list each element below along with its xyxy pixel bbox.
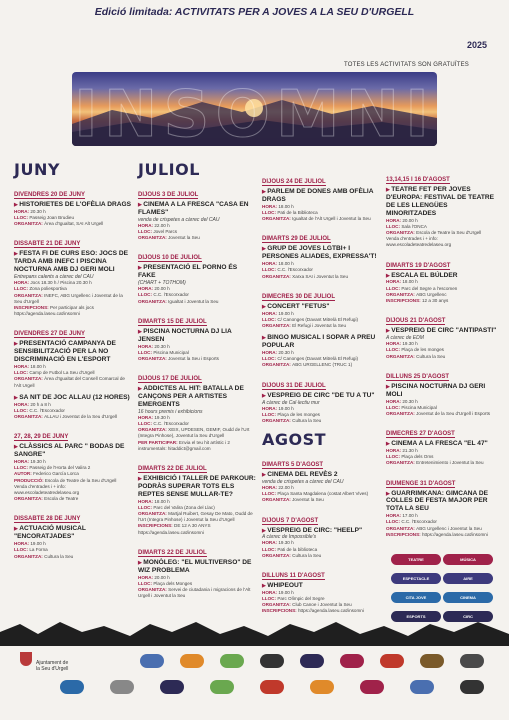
event-item: [14, 425, 132, 502]
event-info: LLOC: Plaça Santa Magdalena (costat Albert Vives): [262, 491, 369, 497]
event-info: INSCRIPCIONS: https://agenda.laseu.cat/insomni: [386, 531, 488, 537]
event-item: [14, 322, 132, 388]
event-item: [386, 472, 498, 538]
event-item: [386, 254, 498, 305]
sponsor-logo: [360, 680, 384, 694]
sponsor-logo: [140, 654, 164, 668]
event-info: LLOC: La Forna: [14, 547, 48, 553]
event-info: LLOC: C/ Canonges (Davant Mitrelà El Refugi): [262, 316, 358, 322]
event-subtitle: venda de crispetes a càrrec del CAU: [262, 478, 344, 485]
column-juliol: [138, 160, 256, 604]
event-info: LLOC: Pati de la Biblioteca: [262, 210, 318, 215]
event-info: HORA: 19.30 h: [14, 459, 46, 465]
footer-logos: [0, 648, 509, 720]
event-info: ORGANITZA: Entretenimiento i Joventut la Seu: [386, 460, 484, 466]
event-info: PER PARTICIPAR: Envia el teu hit artístic i 2 instrumentals: hitaddict@gmail.com: [138, 439, 230, 451]
event-info: LLOC: C.C. l'Escorxador: [386, 519, 437, 525]
event-title: ▶ ADDICTES AL HIT: BATALLA DE CANÇONS PER A ARTISTES EMERGENTS: [138, 385, 256, 409]
event-info: ORGANITZA: Àrea d'Igualtat del Consell Comarcal de l'Alt Urgell: [14, 376, 125, 388]
event-info: ORGANITZA: Escola de Teatre la Seu d'Urgell: [386, 230, 482, 235]
event-title: ▶ CINEMA A LA FRESCA "CASA EN FLAMES": [138, 201, 256, 217]
event-info: HORA: 22.00 h: [262, 484, 294, 490]
sponsor-logo: [110, 680, 134, 694]
event-info: ORGANITZA: Cultura la Seu: [386, 353, 446, 359]
event-item: [262, 334, 380, 368]
event-info: LLOC: Parc Olímpic del Segre: [262, 596, 325, 602]
sponsor-logo: [160, 680, 184, 694]
event-info: LLOC: Sala l'ONCA: [386, 223, 427, 229]
sponsor-logo: [310, 680, 334, 694]
event-title: ▶ WHIPEOUT: [262, 582, 380, 590]
event-info: INSCRIPCIONS: DE 12 A 30 ANYS: [138, 523, 211, 529]
event-info: LLOC: Passeig de l'Horta del Valira 2: [14, 465, 91, 471]
event-item: [262, 227, 380, 279]
event-subtitle: A càrrec de EDM: [386, 335, 424, 342]
event-date: DISSABTE 21 DE JUNY: [14, 241, 81, 248]
event-info: ORGANITZA: El Refugi i Joventut la Seu: [262, 323, 347, 329]
event-item: [386, 309, 498, 359]
event-date: DIVENDRES 20 DE JUNY: [14, 192, 86, 198]
legend-badge: CINEMA: [443, 592, 493, 603]
event-info: HORA: 21.30 h: [386, 447, 418, 453]
event-info: LLOC: C.C. l'Escorxador: [14, 407, 65, 413]
event-info: ORGANITZA: INEFC, ABG Urgellenc i Joventut de la Seu d'Urgell: [14, 292, 123, 304]
legend-badge: TEATRE: [391, 554, 441, 565]
event-date: DIJOUS 3 DE JULIOL: [138, 192, 199, 198]
free-note: TOTES LES ACTIVITATS SON GRATUÏTES: [343, 62, 469, 68]
header-title: Edició limitada: ACTIVITATS PER A JOVES A LA SEU D'URGELL: [94, 6, 415, 18]
column-agost: [386, 168, 498, 543]
event-title: ▶ ACTUACIÓ MUSICAL "ENCORATJADES": [14, 525, 132, 541]
event-info: INSCRIPCIONS: Per participar als jocs: [14, 304, 94, 310]
event-subtitle: (CHART + TOTHOM): [138, 280, 186, 287]
event-title: ▶ PRESENTACIÓ EL PORNO ÉS FAKE: [138, 264, 256, 280]
event-title: ▶ PRESENTACIÓ CAMPANYA DE SENSIBILITZACIÓ PER LA NO DISCRIMINACIÓ EN L'ESPORT: [14, 340, 132, 364]
legend-badge: ESPECTACLE: [391, 573, 441, 584]
event-info: HORA: 19.30 h: [262, 540, 294, 546]
event-info: HORA: 18.00 h: [386, 279, 418, 285]
event-item: [138, 183, 256, 241]
event-title: ▶ VESPREIG DE CIRC "ANTIPASTI": [386, 327, 498, 335]
event-info: LLOC: Pati de la biblioteca: [262, 546, 318, 552]
event-info: ORGANITZA: Cultura la Seu: [262, 417, 322, 423]
event-info: ORGANITZA: Joventut la Seu: [262, 497, 324, 503]
mountain-silhouette: [0, 618, 509, 646]
month-heading: AGOST: [262, 430, 327, 450]
sponsor-logo: [340, 654, 364, 668]
event-info: ORGANITZA: Xarxa SAI i Joventut la Seu: [262, 273, 349, 279]
event-info: LLOC: Piscina Municipal: [386, 404, 437, 410]
event-info: LLOC: C.C. l'Escorxador: [138, 292, 189, 298]
event-info: HORA: 19.00 h: [262, 310, 294, 316]
event-item: [386, 365, 498, 417]
event-info: ORGANITZA: Servei de ciutadania i migracions de l'Alt Urgell i Joventut la Seu: [138, 587, 251, 599]
event-info: HORA: 20.00 h: [386, 217, 418, 223]
event-title: ▶ CINEMA A LA FRESCA "EL 47": [386, 440, 498, 448]
event-info: ORGANITZA: ABG Urgellenc i Joventut la Seu: [386, 525, 482, 531]
sponsor-logo: [460, 654, 484, 668]
event-date: DIJOUS 7 D'AGOST: [262, 517, 319, 524]
event-info: LLOC: Camp de Futbol La Seu d'Urgell: [14, 370, 95, 376]
event-title: ▶ PARLEM DE DONES AMB OFÈLIA DRAGS: [262, 188, 380, 204]
event-info: ORGANITZA: XEIX, UPDESEN, GEMIF, Oudd de l'Urt (Integra Pinhose), Joventut la Seu d'Urgell: [138, 427, 250, 439]
event-info: ORGANITZA: Joventut de la Seu d'Urgell i Esports: [386, 410, 491, 416]
event-title: ▶ FESTA FI DE CURS ESO: JOCS DE TARDA AMB INEFC I PISCINA NOCTURNA AMB DJ GERI MOLI: [14, 250, 132, 274]
event-title: ▶ BINGO MUSICAL I SOPAR A PREU POPULAR: [262, 334, 380, 350]
event-info: ORGANITZA: Joventut la Seu i Esports: [138, 355, 219, 361]
event-title: ▶ GUARRIMKANA: GIMCANA DE COLLES DE FESTA MAJOR PER TOTA LA SEU: [386, 490, 498, 514]
event-date: DIVENDRES 27 DE JUNY: [14, 331, 86, 338]
sponsor-logo: [260, 654, 284, 668]
event-date: DIJOUS 21 D'AGOST: [386, 318, 446, 325]
event-item: [14, 394, 132, 420]
event-info: ORGANITZA: Igualtat i Joventut la Seu: [138, 298, 219, 304]
event-item: [138, 310, 256, 362]
legend-badge: AIRE: [443, 573, 493, 584]
event-item: [262, 170, 380, 222]
event-info: HORA: 20.00 h: [138, 286, 170, 292]
column-juliol-agost: [262, 170, 380, 620]
event-info: Venda d'entrades i + info: www.escoladeteatredelaseu.org: [14, 483, 80, 495]
event-info: HORA: Jocs 18.30 h / Piscina 20.30 h: [14, 280, 92, 286]
event-info: PRODUCCIÓ: Escola de Teatre de la Seu d'Urgell: [14, 477, 117, 483]
event-item: [386, 422, 498, 466]
event-info: LLOC: Plaça de les monges: [386, 347, 444, 353]
event-info: HORA: 20.30 h: [262, 350, 294, 356]
event-info: AUTOR: Federico García Lorca: [14, 471, 79, 477]
event-date: 27, 28, 29 DE JUNY: [14, 434, 69, 441]
event-title: ▶ VESPREIG DE CIRC "DE TU A TU": [262, 392, 380, 400]
sponsor-logo: [410, 680, 434, 694]
event-date: 13,14,15 I 16 D'AGOST: [386, 177, 450, 183]
event-date: DIMARTS 29 DE JULIOL: [262, 236, 331, 243]
event-title: ▶ CLÀSSICS AL PARC " BODAS DE SANGRE": [14, 443, 132, 459]
event-item: [138, 541, 256, 600]
event-date: DIJOUS 10 DE JULIOL: [138, 255, 202, 262]
event-info: https://agenda.laseu.cat/insomni: [14, 311, 80, 317]
event-info: LLOC: Parc del Segre a l'escomen: [386, 285, 458, 291]
event-item: [14, 232, 132, 317]
sponsor-logo: [260, 680, 284, 694]
event-item: [138, 457, 256, 536]
event-item: [138, 367, 256, 452]
event-info: Venda d'entrades i + info: www.escoladeteatredelaseu.org: [386, 236, 452, 248]
event-title: ▶ PISCINA NOCTURNA DJ LIA JENSEN: [138, 328, 256, 344]
event-info: ORGANITZA: ABG URGELLENC (TRUC 1): [262, 362, 353, 368]
event-subtitle: A càrrec de Impossible's: [262, 534, 317, 541]
sponsor-logo: [460, 680, 484, 694]
legend-badge: CIRC: [443, 611, 493, 622]
event-info: LLOC: C.C. l'Escorxador: [138, 421, 189, 427]
event-info: LLOC: Parc del Valira (Zona del Llac): [138, 504, 215, 510]
event-title: ▶ PISCINA NOCTURNA DJ GERI MOLI: [386, 383, 498, 399]
event-info: HORA: 19.00 h: [262, 589, 294, 595]
event-date: DIMARTS 19 D'AGOST: [386, 262, 451, 269]
sponsor-logo: [220, 654, 244, 668]
month-heading: JUNY: [14, 160, 60, 179]
event-title: ▶ TEATRE FET PER JOVES D'EUROPA: FESTIVAL DE TEATRE DE LES LLENGÜES MINORITZADES: [386, 186, 498, 218]
event-info: ORGANITZA: Martjal Ruibert, Gesay De Mato, Oudd de l'Urt (Integra Pinhose) i Joventut la Seu d'Urgell: [138, 511, 253, 523]
header-year: 2025: [466, 40, 487, 50]
event-info: HORA: 20.00 h: [138, 574, 170, 580]
month-heading: JULIOL: [138, 160, 200, 179]
event-date: DIMECRES 27 D'AGOST: [386, 431, 455, 438]
event-info: ORGANITZA: Àrea d'Igualtat, SAI Alt Urgell: [14, 221, 104, 227]
event-info: INSCRIPCIONS: 12 a 30 anys: [386, 298, 449, 304]
event-title: ▶ CINEMA DEL REVÈS 2: [262, 471, 380, 479]
event-title: ▶ GRUP DE JOVES LGTBI+ I PERSONES ALIADES, EXPRESSA'T!: [262, 245, 380, 261]
event-info: LLOC: Plaça de les monges: [262, 411, 320, 417]
activity-legend: [390, 548, 500, 624]
event-info: LLOC: C.C. l'Escorxador: [262, 267, 313, 273]
event-title: ▶ SA NIT DE JOC ALLAU (12 HORES): [14, 394, 132, 402]
column-juny: [14, 160, 132, 565]
event-title: ▶ VESPREIG DE CIRC: "HEELP": [262, 527, 380, 535]
event-item: [386, 168, 498, 249]
event-info: HORA: 19.00 h: [262, 405, 294, 411]
event-date: DIUMENGE 31 D'AGOST: [386, 480, 456, 487]
legend-badge: CITA JOVE: [391, 592, 441, 603]
event-info: ORGANITZA: Cultura la Seu: [262, 552, 322, 558]
sponsor-logo: [60, 680, 84, 694]
event-info: LLOC: C/ Canonges (Davant Mitrelà El Refugi): [262, 356, 358, 362]
sponsor-logo: [300, 654, 324, 668]
event-info: LLOC: Passeig Joan Brudieu: [14, 215, 75, 221]
event-info: HORA: 22.00 h: [138, 222, 170, 228]
event-title: ▶ CONCERT "FETUS": [262, 303, 380, 311]
event-date: DIJOUS 17 DE JULIOL: [138, 376, 202, 383]
event-item: [262, 374, 380, 424]
event-info: HORA: 20.30 h: [14, 208, 46, 214]
event-title: ▶ MONÒLEG: "EL MULTIVERSO" DE WIZ PROBLEMA: [138, 559, 256, 575]
event-item: [262, 453, 380, 503]
sponsor-logo: [180, 654, 204, 668]
legend-badge: ESPORTS: [391, 611, 441, 622]
event-info: LLOC: Plaça dels Oms: [386, 454, 434, 460]
event-info: HORA: 20.30 h: [138, 343, 170, 349]
event-info: ORGANITZA: Club Canoe i Joventut la Seu: [262, 602, 352, 608]
event-item: [262, 564, 380, 615]
event-info: HORA: 18.00 h: [262, 261, 294, 267]
event-info: https://agenda.laseu.cat/insomni: [138, 529, 204, 535]
event-date: DIMECRES 30 DE JULIOL: [262, 293, 336, 300]
event-info: HORA: 20 h a 8 h: [14, 401, 51, 407]
event-info: LLOC: Plaça dels Monges: [138, 580, 193, 586]
event-subtitle: Entrepans calents a càrrec del CAU: [14, 274, 94, 281]
event-info: ORGANITZA: Joventut la Seu: [138, 235, 200, 241]
event-info: HORA: 20.30 h: [386, 398, 418, 404]
event-date: DILLUNS 11 D'AGOST: [262, 573, 325, 579]
event-info: HORA: 19.30 h: [138, 414, 170, 420]
event-subtitle: 16 hours premis i exhibicions: [138, 408, 203, 415]
event-date: DISSABTE 28 DE JUNY: [14, 516, 81, 523]
event-info: LLOC: Jovel Parcs: [138, 229, 178, 234]
event-info: HORA: 18.00 h: [14, 364, 46, 370]
event-info: ORGANITZA: Cultura la Seu: [14, 553, 74, 559]
event-item: [138, 246, 256, 304]
sponsor-logo: [210, 680, 234, 694]
event-date: DILLUNS 25 D'AGOST: [386, 373, 450, 380]
event-title: ▶ EXHIBICIÓ I TALLER DE PARKOUR: PODRÀS SUPERAR TOTS ELS REPTES SENSE MULLAR-TE?: [138, 475, 256, 499]
event-info: ORGANITZA: Igualtat de l'Alt Urgell i Joventut la Seu: [262, 216, 371, 222]
sponsor-logo: [380, 654, 404, 668]
sponsor-logo: [420, 654, 444, 668]
event-info: LLOC: Zona poliesportiva: [14, 286, 67, 292]
event-info: HORA: 19.30 h: [386, 341, 418, 347]
event-item: [262, 285, 380, 329]
event-info: LLOC: Piscina Municipal: [138, 349, 189, 355]
event-title: ▶ HISTORIETES DE L'OFÈLIA DRAGS: [14, 201, 132, 209]
event-info: ORGANITZA: ALLAU i Joventut de la Seu d'Urgell: [14, 414, 118, 420]
event-title: ▶ ESCALA EL BÚLDER: [386, 272, 498, 280]
event-info: ORGANITZA: ABG Urgellenc: [386, 291, 447, 297]
event-item: [14, 183, 132, 227]
event-date: DIMARTS 5 D'AGOST: [262, 462, 324, 469]
event-date: DIMARTS 22 DE JULIOL: [138, 465, 207, 472]
event-info: HORA: 18.00 h: [138, 498, 170, 504]
event-date: DIMARTS 15 DE JULIOL: [138, 318, 207, 325]
event-subtitle: venda de crispetes a càrrec del CAU: [138, 216, 220, 223]
banner-word: INSOMNI: [74, 78, 435, 146]
event-item: [14, 507, 132, 559]
event-subtitle: A càrrec de Cal·lectiu mur: [262, 399, 320, 406]
insomni-banner: [72, 72, 437, 146]
event-date: DIJOUS 24 DE JULIOL: [262, 179, 326, 185]
ajuntament-logo: Ajuntament de la Seu d'Urgell: [36, 660, 69, 672]
event-date: DIJOUS 31 DE JULIOL: [262, 382, 326, 389]
event-info: HORA: 18.00 h: [262, 203, 294, 209]
event-info: HORA: 19.00 h: [14, 541, 46, 547]
event-info: ORGANITZA: Escola de Teatre: [14, 496, 79, 502]
event-item: [262, 509, 380, 559]
event-info: INSCRIPCIONS: https://agenda.laseu.cat/insomni: [262, 608, 364, 614]
event-info: HORA: 17.00 h: [386, 513, 418, 519]
event-date: DIMARTS 22 DE JULIOL: [138, 549, 207, 556]
legend-badge: MÚSICA: [443, 554, 493, 565]
